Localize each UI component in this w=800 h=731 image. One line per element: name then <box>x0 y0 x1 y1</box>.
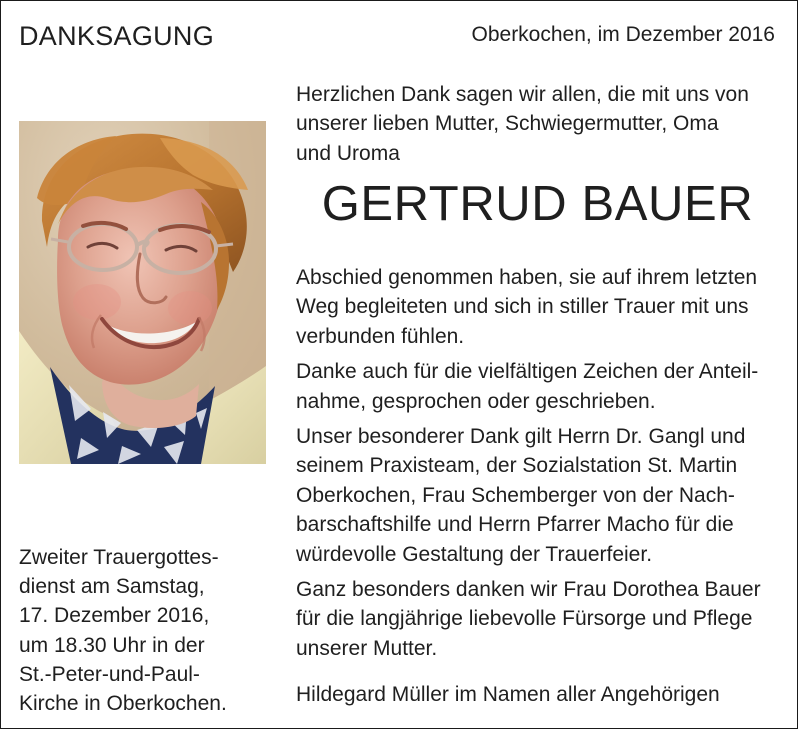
intro-line-2: unserer lieben Mutter, Schwiegermutter, Oma <box>296 112 719 136</box>
paragraph-condolences <box>296 357 779 416</box>
paragraph-line: Weg begleiteten und sich in stiller Trauer mit uns <box>296 295 749 319</box>
paragraph-line: unserer Mutter. <box>296 636 438 660</box>
notice-heading: DANKSAGUNG <box>19 21 215 51</box>
paragraph-line: Danke auch für die vielfältigen Zeichen der Anteil- <box>296 360 759 384</box>
deceased-name: GERTRUD BAUER <box>321 177 754 231</box>
place-date: Oberkochen, im Dezember 2016 <box>471 23 775 46</box>
paragraph-care-thanks <box>296 575 779 663</box>
memorial-service-note <box>19 543 274 718</box>
paragraph-line: Unser besonderer Dank gilt Herrn Dr. Gangl und <box>296 425 746 449</box>
service-line: um 18.30 Uhr in der <box>19 633 205 657</box>
paragraph-line: Abschied genommen haben, sie auf ihrem letzten <box>296 266 758 289</box>
intro-line-1: Herzlichen Dank sagen wir allen, die mit uns von <box>296 83 749 106</box>
paragraph-line: Oberkochen, Frau Schemberger von der Nach- <box>296 483 735 507</box>
service-line: St.-Peter-und-Paul- <box>19 662 200 686</box>
intro-paragraph <box>296 80 779 168</box>
paragraph-line: barschaftshilfe und Herrn Pfarrer Macho für die <box>296 513 734 537</box>
service-line: Kirche in Oberkochen. <box>19 692 227 716</box>
service-line: 17. Dezember 2016, <box>19 604 210 628</box>
paragraph-special-thanks <box>296 422 779 569</box>
thanks-intro <box>296 80 779 168</box>
thanks-body <box>296 263 779 663</box>
paragraph-line: würdevolle Gestaltung der Trauerfeier. <box>296 542 653 566</box>
paragraph-farewell <box>296 263 779 351</box>
paragraph-line: seinem Praxisteam, der Sozialstation St. Martin <box>296 454 738 478</box>
paragraph-line: verbunden fühlen. <box>296 324 465 348</box>
service-line: Zweiter Trauergottes- <box>19 546 219 569</box>
portrait-photo <box>19 121 266 464</box>
service-line: dienst am Samstag, <box>19 575 205 599</box>
paragraph-line: für die langjährige liebevolle Fürsorge und Pflege <box>296 607 753 631</box>
family-signature: Hildegard Müller im Namen aller Angehörigen <box>296 683 720 706</box>
paragraph-line: Ganz besonders danken wir Frau Dorothea Bauer <box>296 578 761 602</box>
paragraph-line: nahme, gesprochen oder geschrieben. <box>296 389 656 413</box>
intro-line-3: und Uroma <box>296 141 400 165</box>
